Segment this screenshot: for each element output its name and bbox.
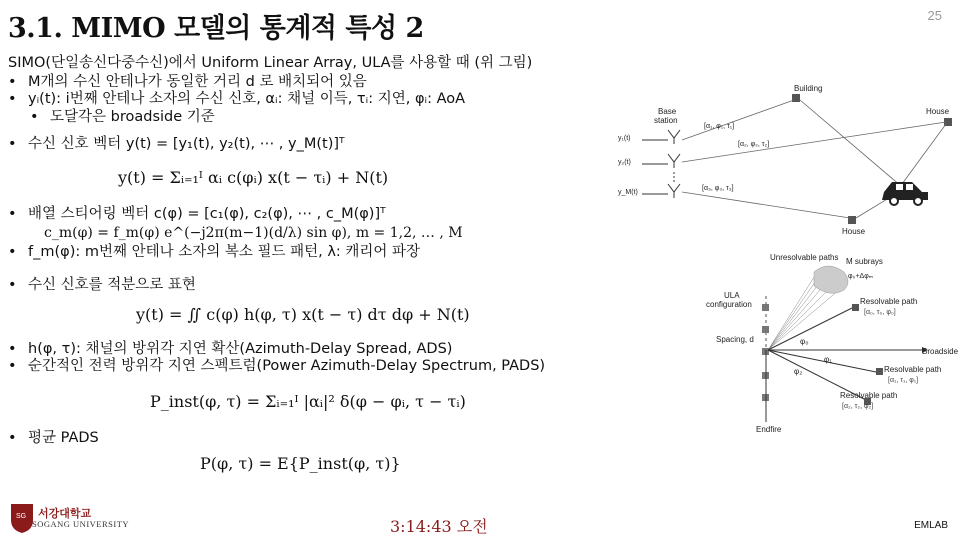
bullet-integral-text: 수신 신호를 적분으로 표현: [28, 277, 196, 294]
endfire-label: Endfire: [756, 425, 782, 434]
y1-label: y₁(t): [618, 135, 631, 142]
bullet-integral: [8, 278, 545, 293]
bullet-average-pads-text: 평균 PADS: [28, 430, 99, 447]
equation-signal-sum: y(t) = Σᵢ₌₁ᴵ αᵢ c(φᵢ) x(t − τᵢ) + N(t): [118, 168, 389, 188]
slide-content: [8, 56, 545, 473]
bullet-field-pattern: [8, 245, 545, 260]
bullet-steering-vector: [8, 207, 545, 222]
bullet-signal-vector-text: 수신 신호 벡터 y(t) = [y₁(t), y₂(t), ⋯ , y_M(t)]ᵀ: [28, 135, 345, 152]
resolvable-paths: [768, 308, 876, 400]
sub-bullet-broadside-text: 도달각은 broadside 기준: [50, 108, 215, 125]
university-name-english: SOGANG UNIVERSITY: [32, 519, 130, 529]
subray-cloud: [814, 266, 848, 293]
bullet-average-pads: [8, 431, 545, 446]
path3-label: [α₃, φ₃, τ₃]: [702, 185, 734, 192]
svg-text:SG: SG: [16, 513, 27, 520]
resolvable-source-2: [876, 368, 883, 375]
bullet-ads: [8, 342, 545, 357]
equation-pads-avg: P(φ, τ) = E{P_inst(φ, τ)}: [200, 454, 401, 474]
page-number: 25: [927, 8, 942, 23]
bullet-signal-def: [8, 92, 545, 107]
car-icon: [882, 182, 928, 205]
path2-label: [α₂, φ₂, τ₂]: [738, 141, 770, 148]
equation-steering-element: c_m(φ) = f_m(φ) e^(−j2π(m−1)(d/λ) sin φ), m = 1,2, … , M: [44, 225, 463, 242]
resolvable3-params: [α₂, τ₂, φ₂]: [842, 403, 874, 410]
lab-label: EMLAB: [914, 520, 948, 531]
yM-label: y_M(t): [618, 189, 638, 196]
multipath-scenario-figure: [612, 80, 960, 240]
phi1-label: φ₁: [824, 355, 832, 364]
bullet-antennas: [8, 75, 545, 90]
phi2-label: φ₂: [794, 367, 803, 376]
resolvable2-params: [α₁, τ₁, φ₁]: [888, 377, 919, 384]
resolvable1-label: Resolvable path: [860, 297, 918, 306]
university-name-korean: 서강대학교: [38, 507, 92, 520]
bullet-field-pattern-text: f_m(φ): m번째 안테나 소자의 복소 필드 패턴, λ: 캐리어 파장: [28, 243, 421, 260]
antenna-array-icon: [642, 130, 680, 198]
base-station-label: Base station: [654, 107, 678, 125]
university-logo: [8, 502, 38, 534]
resolvable3-label: Resolvable path: [840, 391, 898, 400]
bullet-signal-def-text: yᵢ(t): i번째 안테나 소자의 수신 신호, αᵢ: 채널 이득, τᵢ: 지연, φᵢ: AoA: [28, 91, 466, 108]
sub-bullet-broadside: [8, 110, 545, 125]
subray-angle-label: φ₀+Δφₘ: [848, 273, 874, 280]
phi0-label: φ₀: [800, 337, 809, 346]
equation-pads-inst: P_inst(φ, τ) = Σᵢ₌₁ᴵ |αᵢ|² δ(φ − φᵢ, τ − τᵢ): [150, 392, 466, 412]
ula-config-label: ULA configuration: [706, 291, 752, 309]
bullet-pads: [8, 359, 545, 374]
bullet-signal-vector: [8, 137, 545, 152]
resolvable1-params: [α₀, τ₀, φ₀]: [864, 309, 896, 316]
building-label: Building: [794, 84, 823, 93]
bullet-steering-vector-text: 배열 스티어링 벡터 c(φ) = [c₁(φ), c₂(φ), ⋯ , c_M(φ)]ᵀ: [28, 205, 386, 222]
ula-configuration-figure: [676, 250, 960, 440]
propagation-paths: [682, 100, 946, 218]
path1-label: [α₁, φ₁, τ₁]: [704, 123, 735, 130]
bullet-ads-text: h(φ, τ): 채널의 방위각 지연 확산(Azimuth-Delay Spread, ADS): [28, 341, 453, 358]
intro-text: SIMO(단일송신다중수신)에서 Uniform Linear Array, ULA를 사용할 때 (위 그림): [8, 55, 533, 71]
equation-integral: y(t) = ∬ c(φ) h(φ, τ) x(t − τ) dτ dφ + N(t): [136, 305, 470, 325]
broadside-label: Broadside: [922, 347, 959, 356]
bullet-antennas-text: M개의 수신 안테나가 동일한 거리 d 로 배치되어 있음: [28, 74, 367, 91]
house-bottom-label: House: [842, 227, 866, 236]
house-right-label: House: [926, 107, 950, 116]
building-icon: [792, 94, 800, 102]
slide-title: 3.1. MIMO 모델의 통계적 특성 2: [8, 13, 424, 44]
house-bottom-icon: [848, 216, 856, 224]
resolvable2-label: Resolvable path: [884, 365, 942, 374]
y2-label: y₂(t): [618, 159, 631, 166]
resolvable-source-1: [852, 304, 859, 311]
bullet-pads-text: 순간적인 전력 방위각 지연 스펙트럼(Power Azimuth-Delay Spectrum, PADS): [28, 358, 546, 375]
subrays-label: M subrays: [846, 257, 883, 266]
unresolvable-label: Unresolvable paths: [770, 253, 839, 262]
timestamp: 3:14:43 오전: [390, 517, 488, 536]
spacing-label: Spacing, d: [716, 335, 754, 344]
